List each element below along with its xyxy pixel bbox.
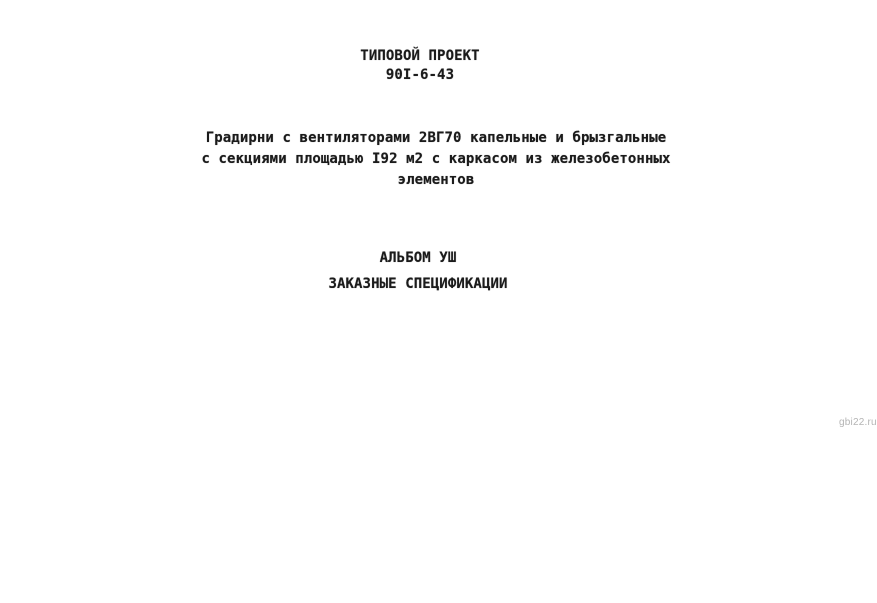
project-title-line-1: Градирни с вентиляторами 2ВГ70 капельные и брызгальные	[205, 130, 667, 146]
album-section	[0, 251, 836, 291]
album-subtitle: ЗАКАЗНЫЕ СПЕЦИФИКАЦИИ	[328, 276, 508, 292]
project-header	[0, 47, 840, 85]
project-type-heading: ТИПОВОЙ ПРОЕКТ	[360, 48, 480, 64]
project-title-line-3: элементов	[397, 172, 475, 188]
project-title	[0, 128, 872, 191]
site-watermark: gbi22.ru	[839, 417, 877, 428]
album-label: АЛЬБОМ УШ	[379, 250, 457, 266]
project-number: 90I-6-43	[385, 67, 455, 83]
project-title-line-2: с секциями площадью I92 м2 с каркасом из железобетонных	[201, 151, 671, 167]
